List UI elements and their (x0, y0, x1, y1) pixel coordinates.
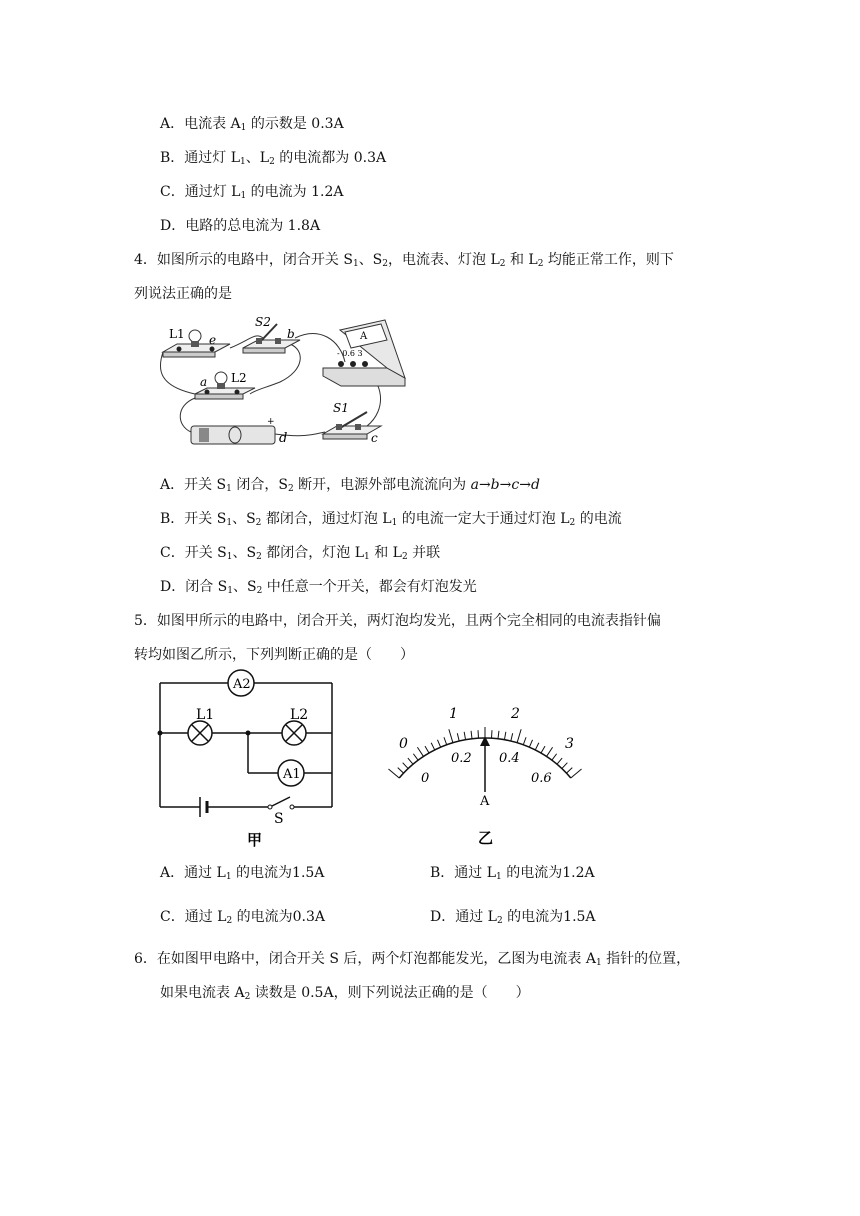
q4-option-b: B．开关 $S_1$、$S_2$ 都闭合，通过灯泡 $L_1$ 的电流一定大于通过灯泡 $L_2$ 的电流 (160, 511, 622, 528)
dial-tick (408, 758, 413, 764)
fig4-label-s2: S2 (255, 315, 271, 329)
q4-option-c: C．开关 $S_1$、$S_2$ 都闭合，灯泡 $L_1$ 和 $L_2$ 并联 (160, 545, 441, 562)
dial-tick (511, 733, 513, 741)
fig4-meter-scale: - 0.6 3 (337, 349, 363, 358)
dial-tick (471, 731, 472, 739)
dial-tick (398, 768, 404, 773)
fig-jia-a1-label: A1 (283, 767, 301, 782)
bulb-l2-icon (215, 372, 227, 384)
fig4-meter-label: A (360, 331, 368, 342)
dial-tick (464, 732, 465, 740)
fig4-label-l1: L1 (169, 327, 185, 341)
q5-option-a: A．通过 $L_1$ 的电流为1.5A (160, 865, 325, 882)
q5-option-c: C．通过 $L_2$ 的电流为0.3A (160, 909, 326, 926)
fig4-label-l2: L2 (231, 371, 247, 385)
q5-meter-yi (385, 700, 595, 850)
dial-tick (388, 769, 399, 778)
dial-tick (504, 732, 505, 740)
q4-option-d: D．闭合 $S_1$、$S_2$ 中任意一个开关，都会有灯泡发光 (160, 579, 477, 596)
dial-tick (457, 733, 459, 741)
dial-tick (425, 746, 429, 753)
q6-stem-line2: 如果电流表 $A_2$ 读数是 0.5A，则下列说法正确的是（ ） (160, 985, 530, 1002)
dial-tick (517, 729, 521, 742)
fig-yi-caption: 乙 (478, 829, 494, 847)
q3-option-b: B．通过灯 $L_1$、$L_2$ 的电流都为 0.3A (160, 150, 387, 167)
q6-stem-line1: 6．在如图甲电路中，闭合开关 S 后，两个灯泡都能发光，乙图为电流表 $A_1$ 指针的位置， (134, 951, 691, 968)
q4-option-a: A．开关 $S_1$ 闭合，$S_2$ 断开，电源外部电流流向为 a→b→c→d (160, 477, 540, 494)
dial-tick (437, 740, 440, 747)
dial-tick (571, 769, 582, 778)
q4-stem-line1: 4．如图所示的电路中，闭合开关 $S_1$、$S_2$，电流表、灯泡 $L_2$ 和 $L_2$ 均能正常工作，则下 (134, 252, 674, 269)
q5-stem-line2: 转均如图乙所示，下列判断正确的是（ ） (134, 647, 414, 663)
dial-tick (403, 763, 408, 769)
dial-inner-02: 0.2 (451, 751, 472, 766)
dial-tick (541, 746, 545, 753)
fig-jia-caption: 甲 (247, 831, 263, 849)
dial-tick (413, 754, 418, 760)
fig-jia-a2-label: A2 (233, 677, 251, 692)
fig-jia-l2-label: L2 (290, 707, 309, 723)
dial-tick (535, 743, 539, 750)
fig4-label-a: a (200, 375, 208, 389)
dial-inner-06: 0.6 (531, 771, 552, 786)
dial-inner-0: 0 (421, 771, 430, 786)
dial-tick (562, 763, 567, 769)
q4-stem-line2: 列说法正确的是 (134, 286, 232, 302)
fig-jia-s-label: S (274, 811, 284, 827)
dial-tick (498, 731, 499, 739)
bulb-l1-icon (189, 330, 201, 342)
dial-outer-1: 1 (449, 706, 458, 722)
q5-stem-line1: 5．如图甲所示的电路中，闭合开关，两灯泡均发光，且两个完全相同的电流表指针偏 (134, 613, 661, 629)
switch-s-icon (272, 797, 290, 806)
fig4-label-plus: + (267, 417, 275, 427)
q3-option-c: C．通过灯 $L_1$ 的电流为 1.2A (160, 184, 344, 201)
dial-tick (444, 737, 447, 745)
dial-tick (547, 747, 553, 756)
dial-tick (529, 740, 532, 747)
dial-tick (557, 758, 562, 764)
q3-option-d: D．电路的总电流为 1.8A (160, 218, 321, 234)
q3-option-a: A．电流表 $A_1$ 的示数是 0.3A (160, 116, 344, 133)
dial-outer-0: 0 (399, 736, 408, 752)
q4-circuit-figure (155, 310, 415, 460)
q5-option-b: B．通过 $L_1$ 的电流为1.2A (430, 865, 595, 882)
q5-option-d: D．通过 $L_2$ 的电流为1.5A (430, 909, 596, 926)
q5-circuit-jia (150, 665, 350, 855)
dial-tick (431, 743, 435, 750)
dial-tick (449, 729, 453, 742)
dial-outer-2: 2 (511, 706, 520, 722)
dial-inner-04: 0.4 (499, 751, 520, 766)
dial-tick (566, 768, 572, 773)
fig-jia-l1-label: L1 (196, 707, 215, 723)
fig4-label-c: c (371, 431, 378, 445)
dial-tick (552, 754, 557, 760)
fig4-label-b: b (287, 327, 295, 341)
dial-tick (417, 747, 423, 756)
fig4-label-d: d (279, 431, 288, 446)
meter-pointer-label: A (480, 794, 490, 809)
fig4-label-s1: S1 (333, 401, 349, 415)
dial-tick (523, 737, 526, 745)
fig4-label-e: e (209, 333, 217, 347)
dial-outer-3: 3 (565, 736, 574, 752)
